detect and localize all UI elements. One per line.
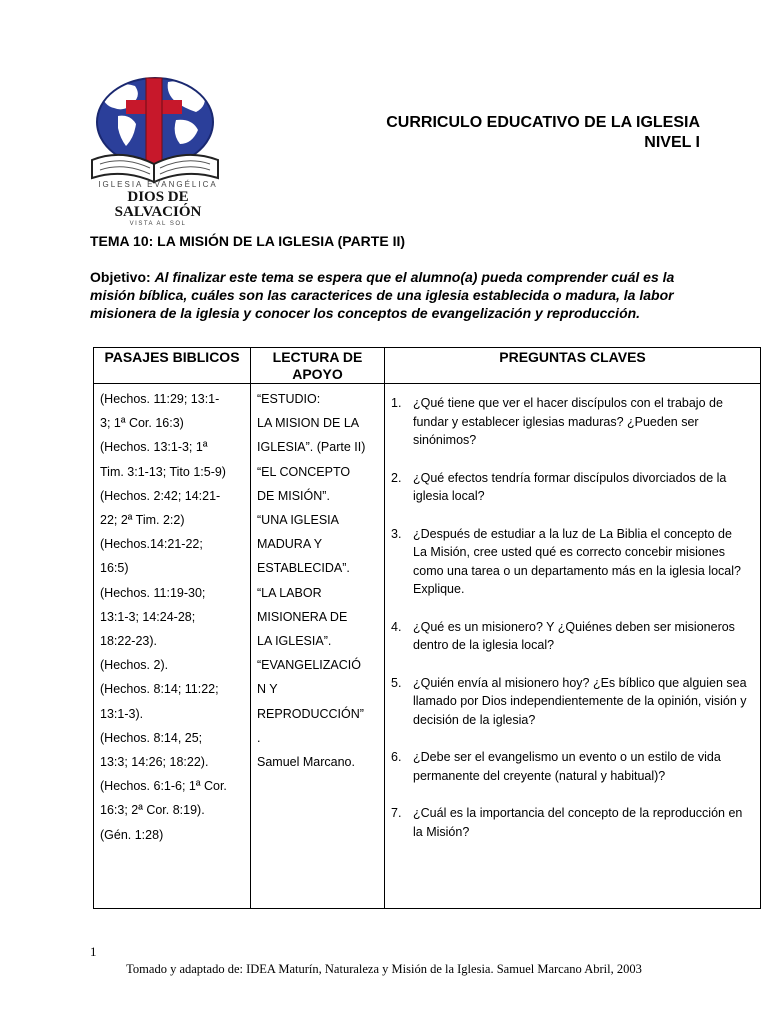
question-number: 7.	[391, 806, 402, 820]
question-number: 4.	[391, 619, 402, 634]
list-item: ESTABLECIDA”.	[257, 561, 350, 576]
question-item	[391, 674, 748, 730]
list-item: “ESTUDIO:	[257, 392, 321, 406]
list-item: (Hechos. 8:14; 11:22;	[100, 682, 219, 697]
pasajes-list	[94, 384, 250, 847]
title-line1: CURRICULO EDUCATIVO DE LA IGLESIA	[386, 114, 700, 131]
objective-text: Al finalizar este tema se espera que el alumno(a) pueda comprender cuál es la misión bíblica, cuáles son las caracterices de una iglesia establecida o madura, la labor misionera de la iglesia y conocer los conceptos de evangelización y reproducción.	[90, 269, 675, 321]
list-item: MISIONERA DE	[257, 609, 348, 624]
list-item: REPRODUCCIÓN”	[257, 706, 364, 721]
list-item: .	[257, 730, 261, 745]
list-item: 13:1-3; 14:24-28;	[100, 609, 196, 624]
objective-label: Objetivo:	[90, 269, 151, 285]
question-number: 5.	[391, 675, 402, 690]
list-item: (Hechos. 2:42; 14:21-	[100, 488, 221, 503]
question-number: 1.	[391, 396, 402, 410]
question-number: 3.	[391, 526, 402, 541]
question-item	[391, 469, 748, 506]
question-text: ¿Qué efectos tendría formar discípulos divorciados de la iglesia local?	[413, 470, 727, 503]
question-item	[391, 394, 748, 450]
list-item: 16:5)	[100, 561, 129, 576]
header-lectura: LECTURA DE APOYO	[251, 348, 385, 384]
question-text: ¿Después de estudiar a la luz de La Biblia el concepto de La Misión, cree usted qué es correcto concebir misiones como una tarea o un departamento más en la iglesia local? Explique.	[413, 526, 741, 596]
curriculum-table	[93, 347, 761, 909]
list-item: IGLESIA”. (Parte II)	[257, 440, 366, 455]
question-item	[391, 748, 748, 785]
list-item: (Hechos. 11:29; 13:1-	[100, 392, 220, 406]
list-item: N Y	[257, 682, 278, 697]
list-item: LA MISION DE LA	[257, 416, 360, 431]
table-header-row	[94, 348, 761, 384]
question-text: ¿Cuál es la importancia del concepto de la reproducción en la Misión?	[413, 806, 743, 839]
list-item: DE MISIÓN”.	[257, 488, 330, 503]
question-item	[391, 804, 748, 841]
list-item: 13:3; 14:26; 18:22).	[100, 755, 209, 770]
list-item: 18:22-23).	[100, 634, 157, 649]
list-item: 16:3; 2ª Cor. 8:19).	[100, 803, 205, 818]
list-item: (Hechos. 2).	[100, 658, 169, 673]
logo-text	[84, 181, 232, 227]
list-item: (Hechos.14:21-22;	[100, 537, 203, 552]
question-text: ¿Debe ser el evangelismo un evento o un estilo de vida permanente del creyente (natural y habitual)?	[413, 750, 721, 783]
list-item: 22; 2ª Tim. 2:2)	[100, 513, 185, 528]
question-item	[391, 618, 748, 655]
list-item: (Hechos. 8:14, 25;	[100, 730, 203, 745]
objective-paragraph	[90, 268, 710, 322]
list-item: “LA LABOR	[257, 585, 322, 600]
logo-line1: IGLESIA EVANGÉLICA	[98, 180, 218, 189]
lectura-list	[251, 384, 384, 774]
question-number: 2.	[391, 470, 402, 485]
title-line2: NIVEL I	[644, 134, 700, 151]
question-text: ¿Quién envía al misionero hoy? ¿Es bíblico que alguien sea llamado por Dios independientemente de la opinión, visión y decisión de la iglesia?	[413, 675, 747, 727]
list-item: (Hechos. 11:19-30;	[100, 585, 206, 600]
list-item: “EVANGELIZACIÓ	[257, 658, 361, 673]
question-text: ¿Qué tiene que ver el hacer discípulos con el trabajo de fundar y establecer iglesias maduras? ¿Pueden ser sinónimos?	[413, 396, 723, 447]
list-item: (Hechos. 13:1-3; 1ª	[100, 440, 208, 455]
logo-line2: DIOS DE SALVACIÓN	[114, 189, 202, 220]
lectura-cell	[251, 384, 385, 909]
list-item: 3; 1ª Cor. 16:3)	[100, 416, 184, 431]
header-pasajes: PASAJES BIBLICOS	[94, 348, 251, 384]
list-item: LA IGLESIA”.	[257, 634, 332, 649]
list-item: “EL CONCEPTO	[257, 464, 351, 479]
footer-citation: Tomado y adaptado de: IDEA Maturín, Naturaleza y Misión de la Iglesia. Samuel Marcano Abril, 2003	[126, 962, 642, 976]
list-item: “UNA IGLESIA	[257, 513, 339, 528]
page-number: 1	[90, 944, 97, 959]
document-title	[386, 113, 700, 153]
preguntas-cell	[385, 384, 761, 909]
list-item: 13:1-3).	[100, 706, 144, 721]
list-item: Tim. 3:1-13; Tito 1:5-9)	[100, 464, 226, 479]
question-number: 6.	[391, 750, 402, 764]
header-preguntas: PREGUNTAS CLAVES	[385, 348, 761, 384]
list-item: MADURA Y	[257, 537, 323, 552]
table-row	[94, 384, 761, 909]
questions-list	[385, 384, 760, 841]
question-item	[391, 525, 748, 599]
list-item: (Hechos. 6:1-6; 1ª Cor.	[100, 779, 227, 794]
logo-line3: VISTA AL SOL	[129, 221, 187, 227]
topic-heading: TEMA 10: LA MISIÓN DE LA IGLESIA (PARTE II)	[90, 233, 406, 249]
list-item: Samuel Marcano.	[257, 755, 355, 770]
list-item: (Gén. 1:28)	[100, 827, 164, 842]
question-text: ¿Qué es un misionero? Y ¿Quiénes deben ser misioneros dentro de la iglesia local?	[413, 619, 735, 652]
pasajes-cell	[94, 384, 251, 909]
